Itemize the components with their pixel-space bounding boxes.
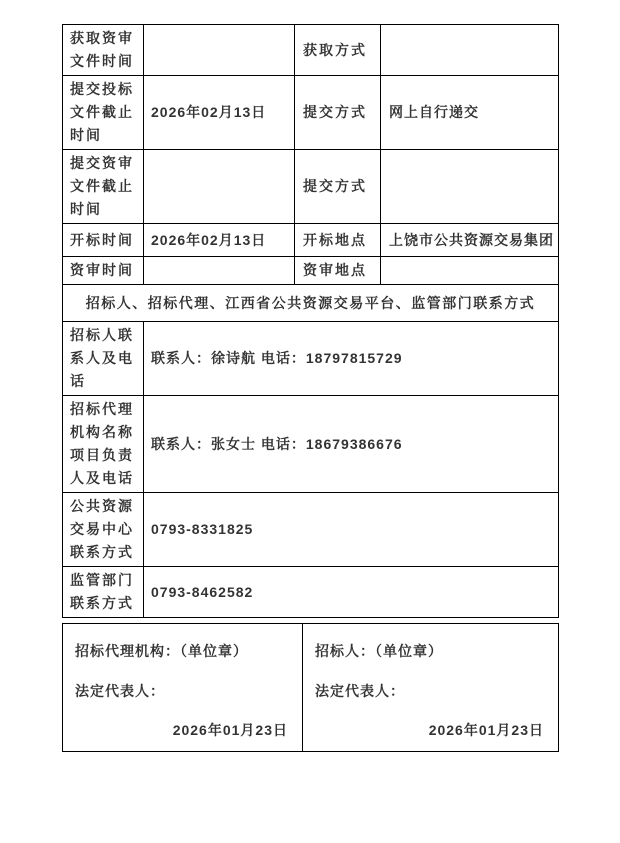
label-trading-center-contact: 公共资源交易中心联系方式 [63,493,144,567]
tenderer-signature-block [303,624,558,750]
label-prequalification-review-place: 资审地点 [295,257,381,285]
table-row [63,257,559,285]
value-supervision-dept-phone: 0793-8462582 [144,567,559,618]
table-row [63,567,559,618]
label-tenderer-contact: 招标人联系人及电话 [63,322,144,396]
tender-notice-document [62,24,558,752]
signature-table [62,623,559,752]
agency-signature-cell [63,624,303,752]
label-prequalification-submit-method: 提交方式 [295,150,381,224]
value-prequalification-review-time [144,257,295,285]
table-row [63,493,559,567]
label-submission-method: 提交方式 [295,76,381,150]
value-prequalification-review-place [381,257,559,285]
label-obtain-prequalification-doc-time: 获取资审文件时间 [63,25,144,76]
agency-signature-block [63,624,302,750]
tenderer-seal-label: 招标人：（单位章） [315,643,443,659]
label-agency-contact: 招标代理机构名称项目负责人及电话 [63,396,144,493]
contacts-section-header-row [63,285,559,322]
table-row [63,322,559,396]
agency-seal-label: 招标代理机构：（单位章） [75,643,248,659]
label-prequalification-doc-deadline: 提交资审文件截止时间 [63,150,144,224]
value-trading-center-phone: 0793-8331825 [144,493,559,567]
label-bid-opening-time: 开标时间 [63,224,144,257]
value-submission-method: 网上自行递交 [381,76,559,150]
label-prequalification-review-time: 资审时间 [63,257,144,285]
value-bid-submission-deadline: 2026年02月13日 [144,76,295,150]
signature-row [63,624,559,752]
table-row [63,25,559,76]
label-bid-opening-place: 开标地点 [295,224,381,257]
table-row [63,224,559,257]
value-obtain-prequalification-doc-time [144,25,295,76]
table-row [63,150,559,224]
value-prequalification-doc-deadline [144,150,295,224]
value-tenderer-contact: 联系人：徐诗航 电话：18797815729 [144,322,559,396]
label-supervision-dept-contact: 监管部门联系方式 [63,567,144,618]
tender-schedule-table [62,24,559,618]
agency-signature-date: 2026年01月23日 [172,722,288,738]
value-bid-opening-time: 2026年02月13日 [144,224,295,257]
label-obtain-method: 获取方式 [295,25,381,76]
contacts-section-header: 招标人、招标代理、江西省公共资源交易平台、监管部门联系方式 [63,285,559,322]
tenderer-signature-date: 2026年01月23日 [428,722,544,738]
value-bid-opening-place: 上饶市公共资源交易集团 [381,224,559,257]
tenderer-legal-rep-label: 法定代表人： [315,682,405,699]
table-row [63,396,559,493]
value-agency-contact: 联系人：张女士 电话：18679386676 [144,396,559,493]
tenderer-signature-cell [303,624,559,752]
agency-legal-rep-label: 法定代表人： [75,682,165,699]
label-bid-submission-deadline: 提交投标文件截止时间 [63,76,144,150]
table-row [63,76,559,150]
value-prequalification-submit-method [381,150,559,224]
value-obtain-method [381,25,559,76]
